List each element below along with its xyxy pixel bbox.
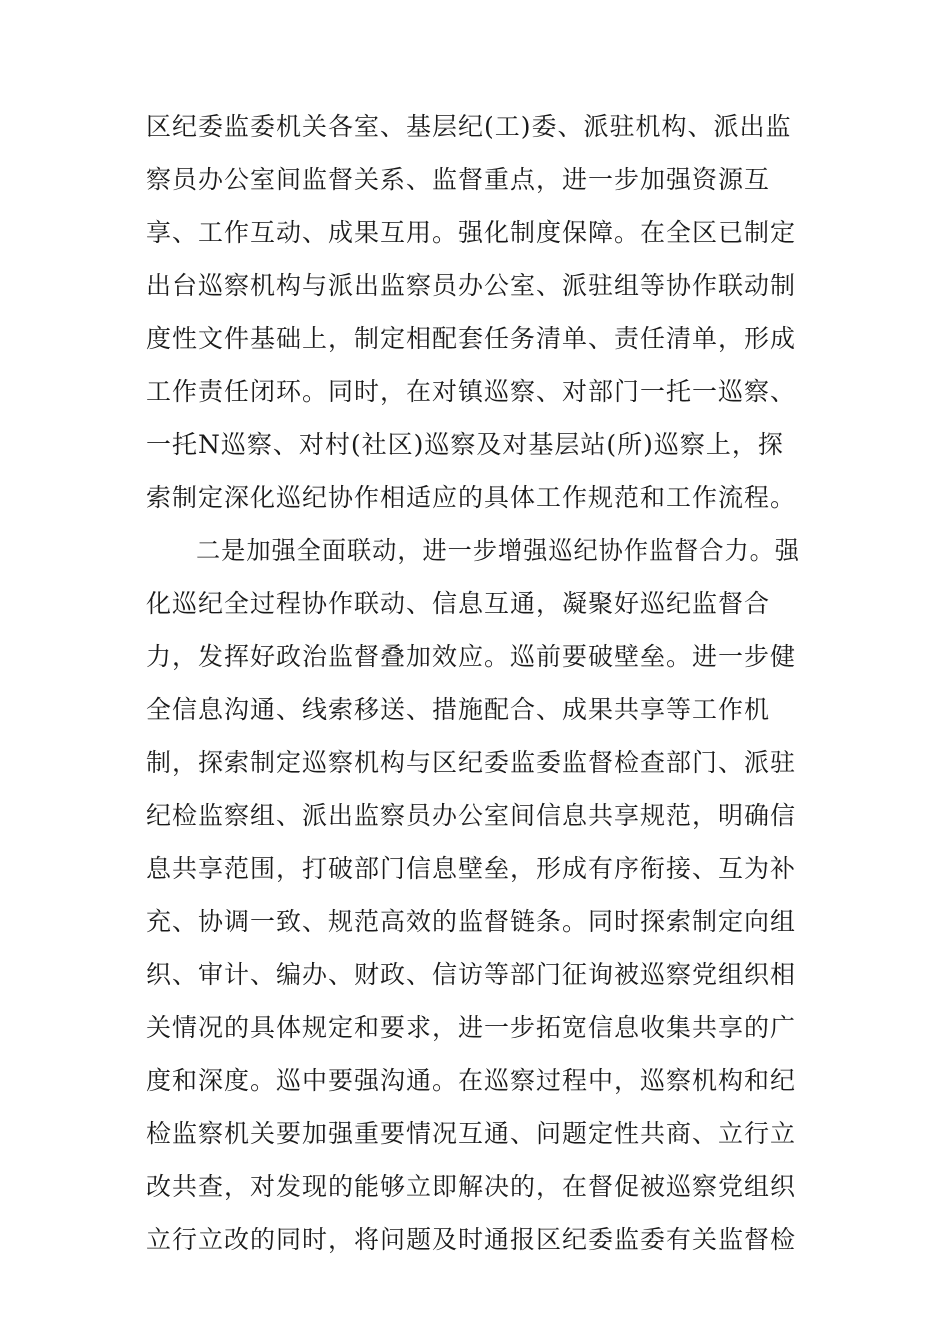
text-line: 力，发挥好政治监督叠加效应。巡前要破壁垒。进一步健 — [146, 642, 797, 671]
text-line: 检监察机关要加强重要情况互通、问题定性共商、立行立 — [146, 1119, 797, 1148]
text-line: 化巡纪全过程协作联动、信息互通，凝聚好巡纪监督合 — [146, 589, 771, 618]
text-line: 工作责任闭环。同时，在对镇巡察、对部门一托一巡察、 — [146, 377, 797, 406]
text-line: 索制定深化巡纪协作相适应的具体工作规范和工作流程。 — [146, 483, 797, 512]
text-line: 制，探索制定巡察机构与区纪委监委监督检查部门、派驻 — [146, 748, 797, 777]
text-line: 充、协调一致、规范高效的监督链条。同时探索制定向组 — [146, 907, 797, 936]
text-line: 出台巡察机构与派出监察员办公室、派驻组等协作联动制 — [146, 271, 797, 300]
paragraph-start-line: 二是加强全面联动，进一步增强巡纪协作监督合力。强 — [196, 536, 800, 565]
text-line: 息共享范围，打破部门信息壁垒，形成有序衔接、互为补 — [146, 854, 797, 883]
text-line: 织、审计、编办、财政、信访等部门征询被巡察党组织相 — [146, 960, 797, 989]
text-line: 度和深度。巡中要强沟通。在巡察过程中，巡察机构和纪 — [146, 1066, 797, 1095]
text-line: 享、工作互动、成果互用。强化制度保障。在全区已制定 — [146, 218, 797, 247]
text-line: 区纪委监委机关各室、基层纪(工)委、派驻机构、派出监 — [146, 112, 792, 141]
text-line: 关情况的具体规定和要求，进一步拓宽信息收集共享的广 — [146, 1013, 797, 1042]
text-line: 度性文件基础上，制定相配套任务清单、责任清单，形成 — [146, 324, 797, 353]
text-line: 立行立改的同时，将问题及时通报区纪委监委有关监督检 — [146, 1225, 797, 1254]
text-line: 改共查，对发现的能够立即解决的，在督促被巡察党组织 — [146, 1172, 797, 1201]
text-line: 全信息沟通、线索移送、措施配合、成果共享等工作机 — [146, 695, 771, 724]
text-line: 纪检监察组、派出监察员办公室间信息共享规范，明确信 — [146, 801, 797, 830]
text-line: 一托N巡察、对村(社区)巡察及对基层站(所)巡察上，探 — [146, 430, 784, 459]
text-line: 察员办公室间监督关系、监督重点，进一步加强资源互 — [146, 165, 771, 194]
